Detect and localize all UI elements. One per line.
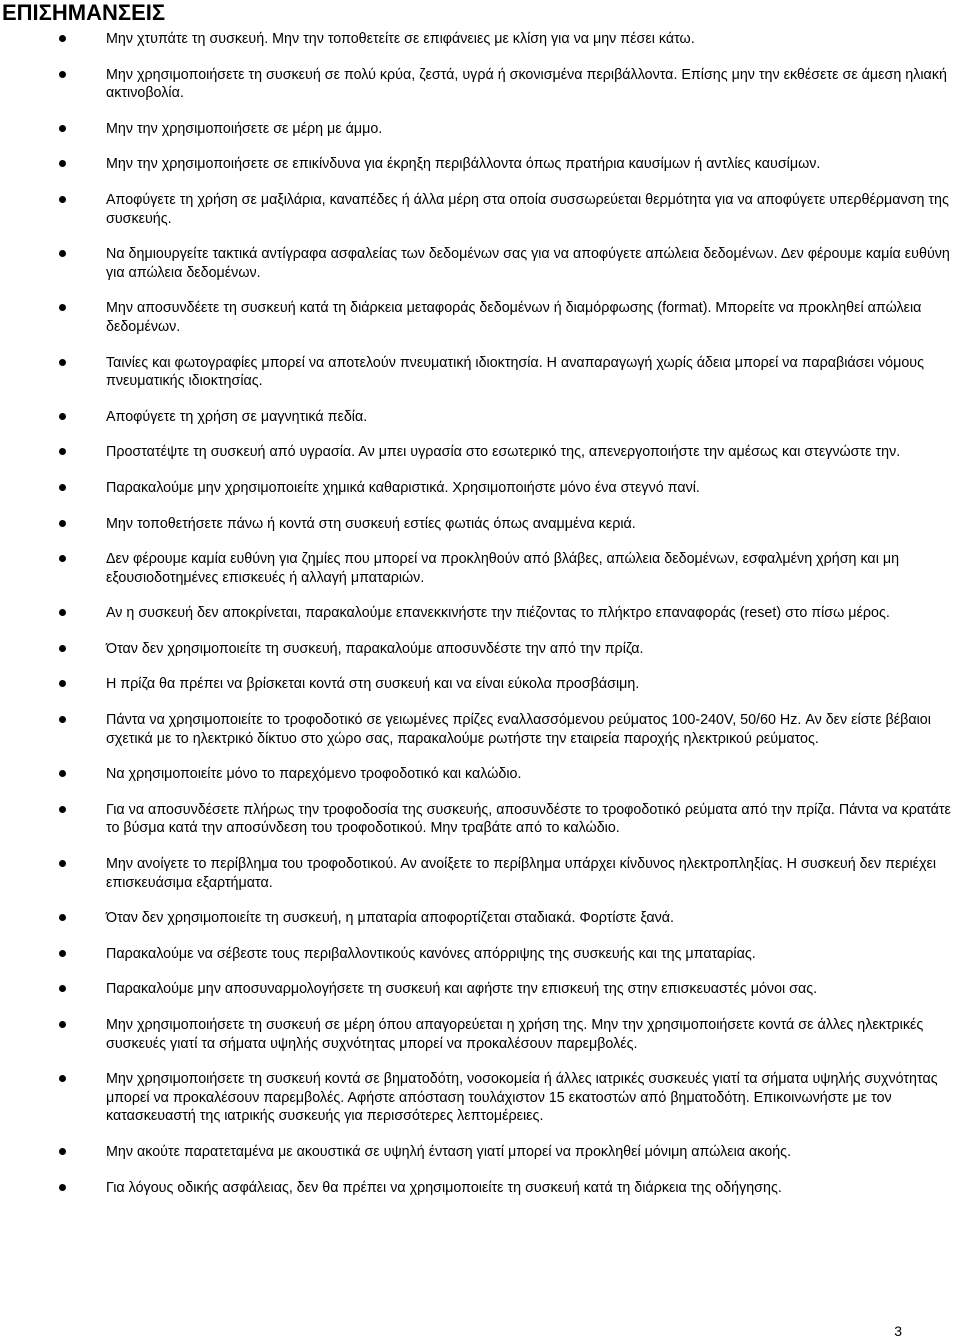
bullet-icon [59,250,66,257]
note-text: Όταν δεν χρησιμοποιείτε τη συσκευή, παρακαλούμε αποσυνδέστε την από την πρίζα. [106,640,644,657]
bullet-icon [59,985,66,992]
note-text: Παρακαλούμε να σέβεστε τους περιβαλλοντικούς κανόνες απόρριψης της συσκευής και της μπαταρίας. [106,945,756,962]
bullet-icon [59,448,66,455]
note-text: Αν η συσκευή δεν αποκρίνεται, παρακαλούμε επανεκκινήστε την πιέζοντας το πλήκτρο επαναφοράς (reset) στο πίσω μέρος. [106,605,890,622]
note-text: Αποφύγετε τη χρήση σε μαγνητικά πεδία. [106,408,368,425]
bullet-icon [59,520,66,527]
list-item [0,640,960,659]
list-item [0,909,960,928]
bullet-icon [59,770,66,777]
bullet-icon [59,609,66,616]
note-text: Παρακαλούμε μην αποσυναρμολογήσετε τη συσκευή και αφήστε την επισκευή της στην επισκευαστές μόνοι σας. [106,981,818,998]
note-text: Η πρίζα θα πρέπει να βρίσκεται κοντά στη συσκευή και να είναι εύκολα προσβάσιμη. [106,676,640,693]
note-text: Να χρησιμοποιείτε μόνο το παρεχόμενο τροφοδοτικό και καλώδιο. [106,766,522,783]
note-text: Μην τοποθετήσετε πάνω ή κοντά στη συσκευή εστίες φωτιάς όπως αναμμένα κεριά. [106,515,636,532]
bullet-icon [59,359,66,366]
bullet-icon [59,1075,66,1082]
bullet-icon [59,1148,66,1155]
list-item [0,515,960,534]
list-item [0,711,960,748]
note-text: Ταινίες και φωτογραφίες μπορεί να αποτελούν πνευματική ιδιοκτησία. Η αναπαραγωγή χωρίς άδεια μπορεί να παραβιάσει νόμους πνευματικής ιδιοκτησίας. [106,354,925,390]
bullet-icon [59,413,66,420]
note-text: Μην χρησιμοποιήσετε τη συσκευή σε μέρη όπου απαγορεύεται η χρήση της. Μην την χρησιμοποιήσετε κοντά σε άλλες ηλεκτρικές συσκευές γιατί τα σήματα υψηλής συχνότητας μπορεί να προκαλέσουν παρεμβολές. [106,1017,924,1052]
list-item [0,155,960,174]
note-text: Μην ακούτε παρατεταμένα με ακουστικά σε υψηλή ένταση γιατί μπορεί να προκληθεί μόνιμη απώλεια ακοής. [106,1143,792,1160]
bullet-icon [59,196,66,203]
note-text: Μην την χρησιμοποιήσετε σε επικίνδυνα για έκρηξη περιβάλλοντα όπως πρατήρια καυσίμων ή αντλίες καυσίμων. [106,156,821,173]
note-text: Για λόγους οδικής ασφάλειας, δεν θα πρέπει να χρησιμοποιείτε τη συσκευή κατά τη διάρκεια της οδήγησης. [106,1179,782,1196]
list-item [0,855,960,892]
bullet-icon [59,1184,66,1191]
bullet-icon [59,484,66,491]
list-item [0,408,960,427]
note-text: Δεν φέρουμε καμία ευθύνη για ζημίες που μπορεί να προκληθούν από βλάβες, απώλεια δεδομένων, εσφαλμένη χρήση και μη εξουσιοδοτημένες επισκευές ή αλλαγή μπαταριών. [106,551,900,586]
list-item [0,945,960,964]
bullet-icon [59,806,66,813]
page-number: 3 [894,1323,902,1339]
list-item [0,604,960,623]
list-item [0,479,960,498]
note-text: Προστατέψτε τη συσκευή από υγρασία. Αν μπει υγρασία στο εσωτερικό της, απενεργοποιήστε την αμέσως και στεγνώστε την. [106,444,901,461]
note-text: Μην χρησιμοποιήσετε τη συσκευή σε πολύ κρύα, ζεστά, υγρά ή σκονισμένα περιβάλλοντα. Επίσης μην την εκθέσετε σε άμεση ηλιακή ακτινοβολία. [106,66,947,102]
list-item [0,245,960,282]
bullet-icon [59,35,66,42]
bullet-icon [59,125,66,132]
list-item [0,66,960,103]
note-text: Παρακαλούμε μην χρησιμοποιείτε χημικά καθαριστικά. Χρησιμοποιήστε μόνο ένα στεγνό πανί. [106,479,700,496]
bullet-icon [59,1021,66,1028]
note-text: Μην αποσυνδέετε τη συσκευή κατά τη διάρκεια μεταφοράς δεδομένων ή διαμόρφωσης (format). Μπορείτε να προκληθεί απώλεια δεδομένων. [106,300,922,335]
bullet-icon [59,914,66,921]
bullet-icon [59,950,66,957]
list-item [0,550,960,587]
note-text: Μην χτυπάτε τη συσκευή. Μην την τοποθετείτε σε επιφάνειες με κλίση για να μην πέσει κάτω. [106,31,695,47]
list-item [0,1143,960,1162]
note-text: Μην χρησιμοποιήσετε τη συσκευή κοντά σε βηματοδότη, νοσοκομεία ή άλλες ιατρικές συσκευές γιατί τα σήματα υψηλής συχνότητας μπορεί να προκαλέσουν παρεμβολές. Αφήστε απόσταση τουλάχιστον 15 εκατοστών από βηματοδότη. Επικοινωνήστε με τον κατασκευαστή της ιατρικής συσκευής για περισσότερες λεπτομέρειες. [106,1071,938,1125]
list-item [0,299,960,336]
list-item [0,354,960,391]
bullet-icon [59,716,66,723]
note-text: Για να αποσυνδέσετε πλήρως την τροφοδοσία της συσκευής, αποσυνδέστε το τροφοδοτικό ρεύματα από την πρίζα. Πάντα να κρατάτε το βύσμα κατά την αποσύνδεση του τροφοδοτικού. Μην τραβάτε από το καλώδιο. [106,801,951,837]
note-text: Πάντα να χρησιμοποιείτε το τροφοδοτικό σε γειωμένες πρίζες εναλλασσόμενου ρεύματος 100-240V, 50/60 Hz. Αν δεν είστε βέβαιοι σχετικά με το ηλεκτρικό δίκτυο στο χώρο σας, παρακαλούμε ρωτήστε την εταιρεία παροχής ηλεκτρικού ρεύματος. [106,712,931,747]
safety-notes-list [0,30,960,1214]
list-item [0,443,960,462]
list-item [0,120,960,139]
list-item [0,1070,960,1126]
list-item [0,675,960,694]
bullet-icon [59,555,66,562]
note-text: Όταν δεν χρησιμοποιείτε τη συσκευή, η μπαταρία αποφορτίζεται σταδιακά. Φορτίστε ξανά. [106,910,674,927]
note-text: Μην ανοίγετε το περίβλημα του τροφοδοτικού. Αν ανοίξετε το περίβλημα υπάρχει κίνδυνος ηλεκτροπληξίας. Η συσκευή δεν περιέχει επισκευάσιμα εξαρτήματα. [106,856,937,891]
bullet-icon [59,71,66,78]
note-text: Να δημιουργείτε τακτικά αντίγραφα ασφαλείας των δεδομένων σας για να αποφύγετε απώλεια δεδομένων. Δεν φέρουμε καμία ευθύνη για απώλεια δεδομένων. [106,246,950,281]
bullet-icon [59,645,66,652]
list-item [0,801,960,838]
list-item [0,30,960,49]
bullet-icon [59,304,66,311]
list-item [0,980,960,999]
note-text: Μην την χρησιμοποιήσετε σε μέρη με άμμο. [106,120,383,137]
bullet-icon [59,680,66,687]
list-item [0,1016,960,1053]
list-item [0,1179,960,1198]
bullet-icon [59,860,66,867]
bullet-icon [59,160,66,167]
list-item [0,191,960,228]
note-text: Αποφύγετε τη χρήση σε μαξιλάρια, καναπέδες ή άλλα μέρη στα οποία συσσωρεύεται θερμότητα για να αποφύγετε υπερθέρμανση της συσκευής. [106,191,949,227]
page-title: ΕΠΙΣΗΜΑΝΣΕΙΣ [2,0,166,25]
list-item [0,765,960,784]
